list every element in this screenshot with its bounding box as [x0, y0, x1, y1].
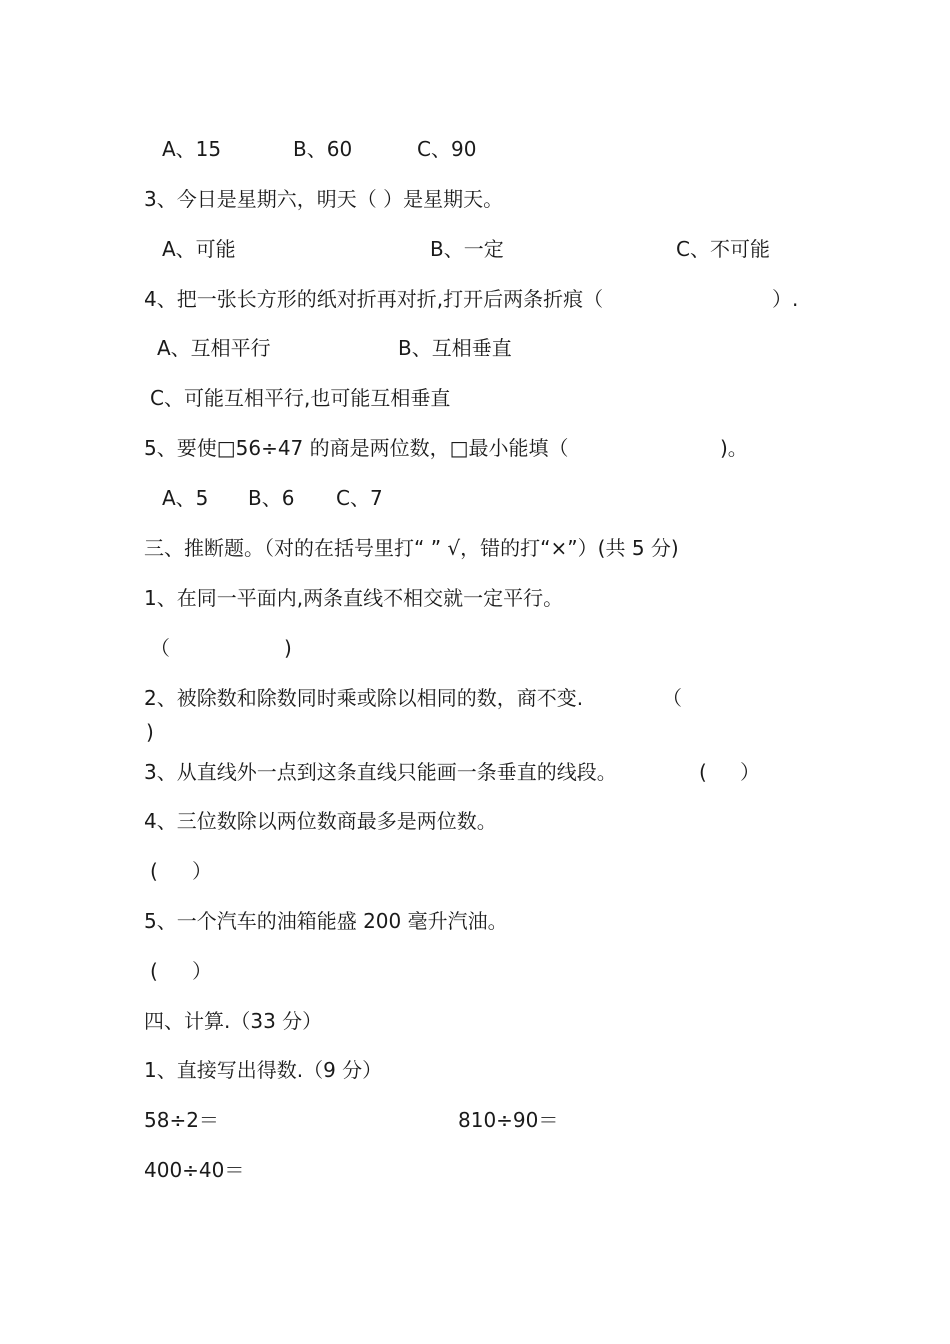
q5-question: 5、要使□56÷47 的商是两位数，□最小能填（ [144, 436, 569, 460]
q3-option-b: B、一定 [430, 237, 504, 261]
calc-item-2: 810÷90＝ [458, 1108, 559, 1132]
calc-item-1: 58÷2＝ [144, 1108, 219, 1132]
judge-item-1-paren-open: （ [150, 636, 170, 660]
q4-paren-close: ）. [772, 287, 799, 311]
judge-item-2-paren-open: （ [662, 686, 682, 710]
judge-item-3: 3、从直线外一点到这条直线只能画一条垂直的线段。 [144, 760, 617, 784]
section4-sub1: 1、直接写出得数.（9 分） [144, 1058, 383, 1082]
q5-option-b: B、6 [248, 486, 295, 510]
judge-item-5-paren-close: ） [192, 959, 212, 983]
judge-item-4: 4、三位数除以两位数商最多是两位数。 [144, 809, 497, 833]
judge-item-2: 2、被除数和除数同时乘或除以相同的数，商不变. [144, 686, 584, 710]
q5-option-c: C、7 [336, 486, 383, 510]
q3-question: 3、今日是星期六，明天（ ）是星期天。 [144, 187, 504, 211]
judge-item-5-paren-open: ( [150, 959, 158, 983]
judge-item-3-paren-open: ( [699, 760, 707, 784]
judge-item-5: 5、一个汽车的油箱能盛 200 毫升汽油。 [144, 909, 508, 933]
judge-item-4-paren-open: ( [150, 859, 158, 883]
q2-option-a: A、15 [162, 137, 222, 161]
q5-option-a: A、5 [162, 486, 209, 510]
q5-paren-close: )。 [720, 436, 748, 460]
q3-option-c: C、不可能 [676, 237, 770, 261]
q2-option-b: B、60 [293, 137, 353, 161]
q4-question: 4、把一张长方形的纸对折再对折,打开后两条折痕（ [144, 287, 604, 311]
judge-item-1-paren-close: ) [284, 636, 292, 660]
judge-item-1: 1、在同一平面内,两条直线不相交就一定平行。 [144, 586, 564, 610]
q4-option-b: B、互相垂直 [398, 336, 512, 360]
q4-option-c: C、可能互相平行,也可能互相垂直 [150, 386, 451, 410]
judge-item-4-paren-close: ） [192, 859, 212, 883]
calc-item-3: 400÷40＝ [144, 1158, 245, 1182]
judge-item-2-paren-close: ) [146, 720, 154, 744]
section3-title: 三、推断题。（对的在括号里打“ ” √，错的打“×”）(共 5 分) [144, 536, 679, 560]
section4-title: 四、计算.（33 分） [144, 1009, 323, 1033]
q3-option-a: A、可能 [162, 237, 236, 261]
q2-option-c: C、90 [417, 137, 477, 161]
judge-item-3-paren-close: ） [740, 760, 760, 784]
q4-option-a: A、互相平行 [157, 336, 271, 360]
